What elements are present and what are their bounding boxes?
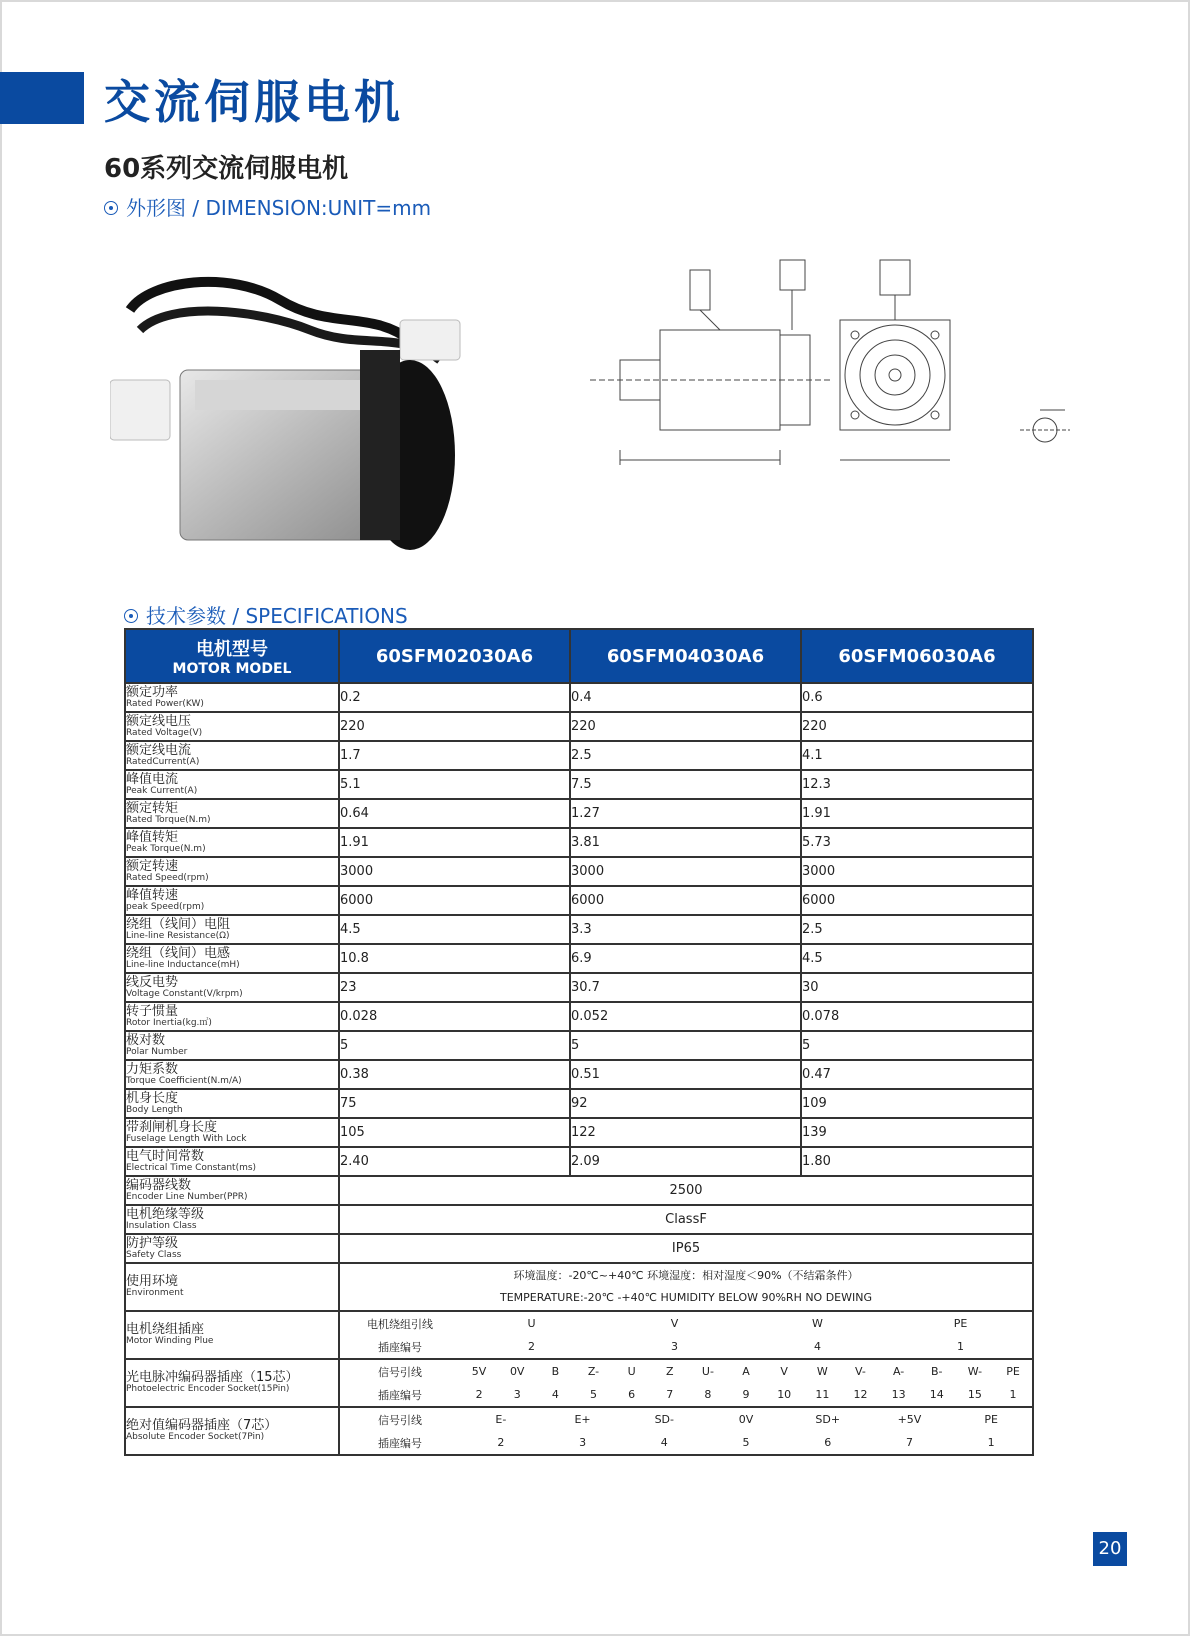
param-label-cn: 额定功率 bbox=[126, 684, 179, 700]
param-label-cn: 线反电势 bbox=[126, 974, 179, 990]
param-label-cell bbox=[125, 857, 339, 886]
model-name-cell: 60SFM04030A6 bbox=[570, 629, 801, 683]
pin-value: 7 bbox=[666, 1388, 674, 1401]
pin-cells bbox=[460, 1413, 1032, 1426]
spec-value-cell: 5 bbox=[339, 1031, 570, 1060]
pin-value: B- bbox=[931, 1365, 943, 1378]
target-bullet-icon bbox=[124, 609, 138, 623]
spec-value-cell: 109 bbox=[801, 1089, 1033, 1118]
spec-row bbox=[125, 1002, 1033, 1031]
param-label-cell bbox=[125, 1359, 339, 1407]
param-label-en: Rated Speed(rpm) bbox=[126, 872, 209, 883]
spec-value-cell: 2.40 bbox=[339, 1147, 570, 1176]
spec-value-cell: 105 bbox=[339, 1118, 570, 1147]
spec-value-cell: 0.38 bbox=[339, 1060, 570, 1089]
param-label-cell bbox=[125, 799, 339, 828]
pin-value: 5 bbox=[742, 1436, 750, 1449]
pin-value: 3 bbox=[671, 1340, 678, 1353]
spec-value-cell: 0.078 bbox=[801, 1002, 1033, 1031]
pin-value: 4 bbox=[551, 1388, 559, 1401]
spec-value-cell: 2500 bbox=[339, 1176, 1033, 1205]
pin-value: 1 bbox=[957, 1340, 964, 1353]
spec-value-cell: 3000 bbox=[801, 857, 1033, 886]
pin-value: PE bbox=[953, 1317, 968, 1330]
spec-value-cell: 3000 bbox=[339, 857, 570, 886]
pin-value: W bbox=[812, 1317, 823, 1330]
param-label-en: Peak Current(A) bbox=[126, 785, 198, 796]
environment-row bbox=[125, 1263, 1033, 1311]
spec-value-cell: 220 bbox=[801, 712, 1033, 741]
spec-value-cell: 4.5 bbox=[339, 915, 570, 944]
spec-value-cell: 3000 bbox=[570, 857, 801, 886]
pin-value: A- bbox=[892, 1365, 905, 1378]
pin-line bbox=[340, 1383, 1032, 1406]
spec-row bbox=[125, 1205, 1033, 1234]
spec-value-cell: 75 bbox=[339, 1089, 570, 1118]
spec-value-cell: 1.91 bbox=[339, 828, 570, 857]
spec-value-cell: 0.64 bbox=[339, 799, 570, 828]
pin-value: 1 bbox=[987, 1436, 995, 1449]
pin-value: 6 bbox=[628, 1388, 636, 1401]
param-label-cn: 峰值转矩 bbox=[126, 829, 179, 845]
spec-value-cell: ClassF bbox=[339, 1205, 1033, 1234]
param-label-en: Electrical Time Constant(ms) bbox=[126, 1162, 257, 1173]
pin-line-label: 插座编号 bbox=[378, 1340, 422, 1354]
pin-value: 2 bbox=[497, 1436, 505, 1449]
pin-value: Z bbox=[666, 1365, 674, 1378]
title-accent-bar bbox=[0, 72, 84, 124]
param-label-cell bbox=[125, 1002, 339, 1031]
spec-row bbox=[125, 886, 1033, 915]
param-label-cn: 额定线电压 bbox=[126, 713, 192, 729]
spec-row bbox=[125, 1031, 1033, 1060]
spec-row bbox=[125, 828, 1033, 857]
param-label-en: Absolute Encoder Socket(7Pin) bbox=[126, 1432, 265, 1443]
spec-value-cell: 2.5 bbox=[801, 915, 1033, 944]
param-label-cell bbox=[125, 915, 339, 944]
pin-cells bbox=[460, 1340, 1032, 1353]
param-label-en: Polar Number bbox=[126, 1046, 188, 1057]
pin-value: 1 bbox=[1009, 1388, 1017, 1401]
param-label-cn: 极对数 bbox=[126, 1032, 166, 1048]
param-label-cn: 电机绝缘等级 bbox=[126, 1206, 205, 1222]
pin-value: 8 bbox=[704, 1388, 712, 1401]
pin-value: 2 bbox=[475, 1388, 483, 1401]
pin-value: 4 bbox=[660, 1436, 668, 1449]
pin-value: 2 bbox=[528, 1340, 535, 1353]
spec-value-cell: 6000 bbox=[339, 886, 570, 915]
param-label-cn: 电气时间常数 bbox=[126, 1148, 205, 1164]
spec-value-cell: 4.5 bbox=[801, 944, 1033, 973]
param-label-cn: 编码器线数 bbox=[126, 1177, 192, 1193]
param-label-en: RatedCurrent(A) bbox=[126, 756, 200, 767]
spec-value-cell: 0.4 bbox=[570, 683, 801, 712]
pin-line-label: 插座编号 bbox=[378, 1436, 422, 1450]
spec-value-cell: 122 bbox=[570, 1118, 801, 1147]
param-label-cell bbox=[125, 1031, 339, 1060]
param-label-cell bbox=[125, 944, 339, 973]
spec-row bbox=[125, 799, 1033, 828]
param-label-cell bbox=[125, 1311, 339, 1359]
param-label-cell bbox=[125, 1407, 339, 1455]
spec-value-cell: 6000 bbox=[801, 886, 1033, 915]
spec-value-cell: 139 bbox=[801, 1118, 1033, 1147]
spec-row bbox=[125, 1060, 1033, 1089]
servo-motor-photo bbox=[110, 270, 480, 560]
spec-value-cell: 220 bbox=[339, 712, 570, 741]
spec-row bbox=[125, 1176, 1033, 1205]
pin-value: V bbox=[780, 1365, 788, 1378]
spec-value-cell: 5 bbox=[801, 1031, 1033, 1060]
spec-heading-text: 技术参数 / SPECIFICATIONS bbox=[146, 604, 408, 628]
param-label-cell bbox=[125, 712, 339, 741]
param-label-cell bbox=[125, 1147, 339, 1176]
param-label-cell bbox=[125, 828, 339, 857]
pin-value: 11 bbox=[815, 1388, 830, 1401]
param-label-cn: 防护等级 bbox=[126, 1235, 179, 1251]
spec-value-cell: 0.2 bbox=[339, 683, 570, 712]
spec-row bbox=[125, 915, 1033, 944]
model-header-cell bbox=[125, 629, 339, 683]
pin-value: 3 bbox=[579, 1436, 587, 1449]
pin-line bbox=[340, 1408, 1032, 1431]
pin-value: PE bbox=[1006, 1365, 1020, 1378]
pin-value: B bbox=[551, 1365, 560, 1378]
spec-value-cell: 0.47 bbox=[801, 1060, 1033, 1089]
param-label-cell bbox=[125, 886, 339, 915]
pin-value: PE bbox=[984, 1413, 998, 1426]
pin-line bbox=[340, 1312, 1032, 1335]
spec-value-cell: 220 bbox=[570, 712, 801, 741]
pin-cells bbox=[460, 1436, 1032, 1449]
spec-row bbox=[125, 1147, 1033, 1176]
spec-value-cell: 5.1 bbox=[339, 770, 570, 799]
pin-value: 15 bbox=[967, 1388, 982, 1401]
pin-value: 13 bbox=[891, 1388, 906, 1401]
pin-table-cell bbox=[339, 1359, 1033, 1407]
target-bullet-icon bbox=[104, 201, 118, 215]
environment-value-cell bbox=[339, 1263, 1033, 1311]
spec-value-cell: 2.5 bbox=[570, 741, 801, 770]
spec-value-cell: 3.3 bbox=[570, 915, 801, 944]
spec-body bbox=[125, 683, 1033, 1455]
param-label-cn: 绕组（线间）电感 bbox=[126, 945, 231, 961]
spec-row bbox=[125, 1234, 1033, 1263]
param-label-en: Voltage Constant(V/krpm) bbox=[126, 988, 243, 999]
param-label-cn: 机身长度 bbox=[126, 1090, 179, 1106]
pin-line-label: 电机绕组引线 bbox=[367, 1317, 433, 1331]
pin-value: 5V bbox=[471, 1365, 487, 1378]
param-label-en: Rated Torque(N.m) bbox=[126, 814, 211, 825]
spec-value-cell: 6.9 bbox=[570, 944, 801, 973]
spec-value-cell: 23 bbox=[339, 973, 570, 1002]
spec-value-cell: 0.6 bbox=[801, 683, 1033, 712]
pin-value: 0V bbox=[738, 1413, 754, 1426]
param-label-en: Torque Coefficient(N.m/A) bbox=[126, 1075, 242, 1086]
spec-table bbox=[124, 628, 1034, 1456]
param-label-cn: 力矩系数 bbox=[126, 1061, 179, 1077]
spec-row bbox=[125, 741, 1033, 770]
param-label-cn: 绝对值编码器插座（7芯） bbox=[126, 1418, 278, 1434]
spec-row bbox=[125, 770, 1033, 799]
param-label-cn: 光电脉冲编码器插座（15芯） bbox=[126, 1370, 299, 1386]
pin-line bbox=[340, 1335, 1032, 1358]
spec-row bbox=[125, 857, 1033, 886]
param-label-cell bbox=[125, 1205, 339, 1234]
spec-value-cell: 1.80 bbox=[801, 1147, 1033, 1176]
spec-row bbox=[125, 1118, 1033, 1147]
spec-value-cell: 7.5 bbox=[570, 770, 801, 799]
spec-value-cell: 10.8 bbox=[339, 944, 570, 973]
pin-line-label: 信号引线 bbox=[378, 1365, 422, 1379]
spec-value-cell: 1.7 bbox=[339, 741, 570, 770]
spec-value-cell: 92 bbox=[570, 1089, 801, 1118]
pin-value: E- bbox=[495, 1413, 507, 1426]
param-label-cell bbox=[125, 1089, 339, 1118]
param-label-cn: 转子惯量 bbox=[126, 1003, 179, 1019]
pin-line bbox=[340, 1431, 1032, 1454]
param-label-en: Photoelectric Encoder Socket(15Pin) bbox=[126, 1384, 290, 1395]
model-header-cn: 电机型号 bbox=[196, 639, 268, 660]
spec-value-cell: 2.09 bbox=[570, 1147, 801, 1176]
param-label-cn: 峰值电流 bbox=[126, 771, 179, 787]
param-label-en: Encoder Line Number(PPR) bbox=[126, 1191, 248, 1202]
param-label-en: Rotor Inertia(kg.㎡) bbox=[126, 1017, 212, 1028]
spec-value-cell: IP65 bbox=[339, 1234, 1033, 1263]
page-subtitle: 60系列交流伺服电机 bbox=[104, 154, 349, 184]
pin-table-row bbox=[125, 1359, 1033, 1407]
spec-value-cell: 30 bbox=[801, 973, 1033, 1002]
dimension-section-heading bbox=[104, 192, 431, 221]
spec-header-row bbox=[125, 629, 1033, 683]
spec-value-cell: 0.052 bbox=[570, 1002, 801, 1031]
param-label-cell bbox=[125, 741, 339, 770]
param-label-cell bbox=[125, 770, 339, 799]
param-label-en: Line-line Inductance(mH) bbox=[126, 959, 240, 970]
pin-value: 3 bbox=[513, 1388, 521, 1401]
spec-value-cell: 5.73 bbox=[801, 828, 1033, 857]
param-label-cn: 电机绕组插座 bbox=[126, 1322, 205, 1338]
spec-row bbox=[125, 973, 1033, 1002]
pin-table-cell bbox=[339, 1311, 1033, 1359]
pin-value: 6 bbox=[824, 1436, 832, 1449]
page-number: 20 bbox=[1093, 1532, 1127, 1566]
spec-value-cell: 30.7 bbox=[570, 973, 801, 1002]
pin-value: 9 bbox=[742, 1388, 750, 1401]
environment-line-cn: 环境温度：-20℃~+40℃ 环境湿度：相对湿度＜90%（不结霜条件） bbox=[513, 1269, 859, 1282]
spec-value-cell: 1.27 bbox=[570, 799, 801, 828]
param-label-cell bbox=[125, 1234, 339, 1263]
pin-value: 4 bbox=[814, 1340, 821, 1353]
param-label-cn: 带刹闸机身长度 bbox=[126, 1119, 218, 1135]
pin-value: W- bbox=[967, 1365, 983, 1378]
param-label-en: Rated Power(KW) bbox=[126, 698, 204, 709]
pin-value: +5V bbox=[897, 1413, 922, 1426]
spec-value-cell: 5 bbox=[570, 1031, 801, 1060]
pin-value: 10 bbox=[777, 1388, 792, 1401]
pin-value: 7 bbox=[905, 1436, 913, 1449]
param-label-en: Motor Winding Plue bbox=[126, 1336, 214, 1347]
param-label-en: Line-line Resistance(Ω) bbox=[126, 930, 230, 941]
param-label-cell bbox=[125, 683, 339, 712]
pin-value: V bbox=[670, 1317, 679, 1330]
pin-cells bbox=[460, 1317, 1032, 1330]
pin-value: E+ bbox=[574, 1413, 591, 1426]
param-label-cell bbox=[125, 1060, 339, 1089]
spec-row bbox=[125, 1089, 1033, 1118]
spec-value-cell: 3.81 bbox=[570, 828, 801, 857]
param-label-cell bbox=[125, 1263, 339, 1311]
spec-value-cell: 6000 bbox=[570, 886, 801, 915]
spec-row bbox=[125, 683, 1033, 712]
dimension-drawing bbox=[590, 250, 1110, 490]
pin-value: V- bbox=[855, 1365, 866, 1378]
spec-value-cell: 12.3 bbox=[801, 770, 1033, 799]
pin-line-label: 插座编号 bbox=[378, 1388, 422, 1402]
param-label-en: Fuselage Length With Lock bbox=[126, 1133, 247, 1144]
param-label-cn: 峰值转速 bbox=[126, 887, 179, 903]
param-label-en: Rated Voltage(V) bbox=[126, 727, 203, 738]
param-label-en: Environment bbox=[126, 1288, 184, 1299]
pin-value: W bbox=[816, 1365, 828, 1378]
pin-value: 14 bbox=[929, 1388, 944, 1401]
pin-value: A bbox=[742, 1365, 750, 1378]
spec-row bbox=[125, 712, 1033, 741]
param-label-cn: 绕组（线间）电阻 bbox=[126, 916, 231, 932]
pin-value: U- bbox=[701, 1365, 714, 1378]
param-label-cell bbox=[125, 1118, 339, 1147]
pin-table-row bbox=[125, 1311, 1033, 1359]
param-label-cn: 额定转矩 bbox=[126, 800, 179, 816]
pin-value: Z- bbox=[587, 1365, 600, 1378]
environment-line-en: TEMPERATURE:-20℃ -+40℃ HUMIDITY BELOW 90%RH NO DEWING bbox=[499, 1291, 873, 1304]
spec-section-heading bbox=[124, 600, 408, 629]
pin-value: U bbox=[627, 1365, 636, 1378]
pin-value: 0V bbox=[509, 1365, 525, 1378]
pin-cells bbox=[460, 1365, 1032, 1378]
spec-value-cell: 0.028 bbox=[339, 1002, 570, 1031]
pin-line-label: 信号引线 bbox=[378, 1413, 422, 1427]
param-label-en: Safety Class bbox=[126, 1249, 182, 1260]
pin-value: 5 bbox=[589, 1388, 597, 1401]
param-label-cn: 使用环境 bbox=[126, 1274, 179, 1290]
pin-value: SD+ bbox=[815, 1413, 841, 1426]
model-name-cell: 60SFM06030A6 bbox=[801, 629, 1033, 683]
pin-table-row bbox=[125, 1407, 1033, 1455]
param-label-cell bbox=[125, 1176, 339, 1205]
model-header-en: MOTOR MODEL bbox=[172, 661, 292, 677]
param-label-en: Insulation Class bbox=[126, 1220, 197, 1231]
param-label-cn: 额定转速 bbox=[126, 858, 179, 874]
param-label-en: peak Speed(rpm) bbox=[126, 901, 205, 912]
page-title: 交流伺服电机 bbox=[104, 75, 404, 129]
model-name-cell: 60SFM02030A6 bbox=[339, 629, 570, 683]
spec-value-cell: 4.1 bbox=[801, 741, 1033, 770]
param-label-cn: 额定线电流 bbox=[126, 742, 192, 758]
pin-value: SD- bbox=[654, 1413, 674, 1426]
param-label-cell bbox=[125, 973, 339, 1002]
pin-value: U bbox=[527, 1317, 536, 1330]
param-label-en: Peak Torque(N.m) bbox=[126, 843, 206, 854]
spec-row bbox=[125, 944, 1033, 973]
spec-value-cell: 1.91 bbox=[801, 799, 1033, 828]
param-label-en: Body Length bbox=[126, 1104, 183, 1115]
spec-value-cell: 0.51 bbox=[570, 1060, 801, 1089]
pin-table-cell bbox=[339, 1407, 1033, 1455]
pin-cells bbox=[460, 1388, 1032, 1401]
pin-value: 12 bbox=[853, 1388, 868, 1401]
dimension-heading-text: 外形图 / DIMENSION:UNIT=mm bbox=[126, 196, 432, 220]
pin-line bbox=[340, 1360, 1032, 1383]
